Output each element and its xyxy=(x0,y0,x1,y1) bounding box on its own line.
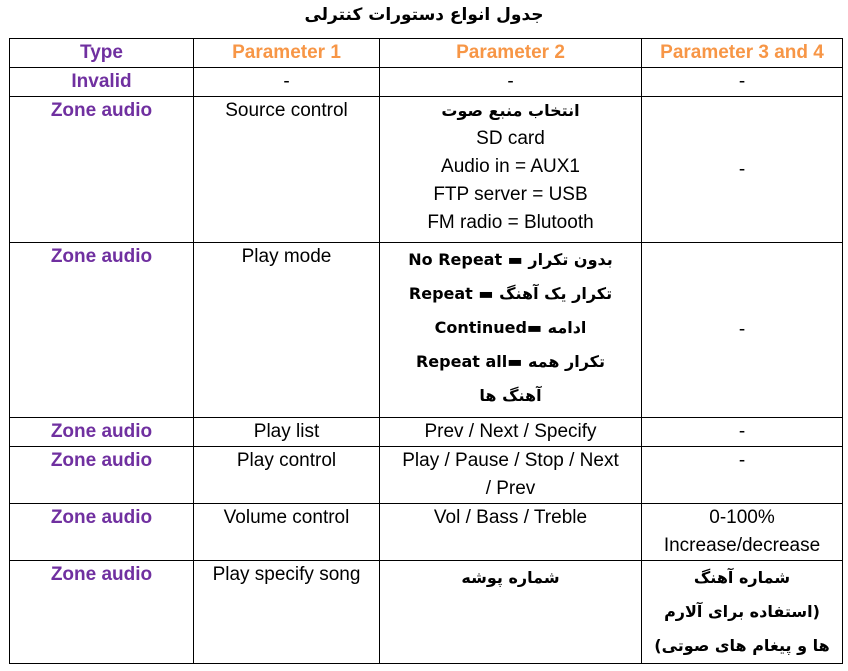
table-row xyxy=(10,447,843,504)
row-parameter-3-4: - xyxy=(642,447,843,504)
row-parameter-2: انتخاب منبع صوت SD card Audio in = AUX1 FTP server = USB FM radio = Blutooth xyxy=(380,97,642,243)
header-parameter-3-4: Parameter 3 and 4 xyxy=(642,39,843,68)
row-type: Zone audio xyxy=(10,504,194,561)
row-type: Invalid xyxy=(10,68,194,97)
row-parameter-1: - xyxy=(194,68,380,97)
row-parameter-2: Prev / Next / Specify xyxy=(380,418,642,447)
control-commands-table xyxy=(9,38,843,664)
row-type: Zone audio xyxy=(10,97,194,243)
source-heading: انتخاب منبع صوت xyxy=(441,101,580,120)
row-parameter-2: Vol / Bass / Treble xyxy=(380,504,642,561)
row-parameter-3-4: - xyxy=(642,68,843,97)
row-type: Zone audio xyxy=(10,561,194,664)
table-row xyxy=(10,68,843,97)
row-parameter-1: Play list xyxy=(194,418,380,447)
row-type: Zone audio xyxy=(10,447,194,504)
row-parameter-1: Volume control xyxy=(194,504,380,561)
row-parameter-2: شماره پوشه xyxy=(380,561,642,664)
table-title: جدول انواع دستورات کنترلی xyxy=(304,5,544,25)
row-type: Zone audio xyxy=(10,418,194,447)
row-parameter-1: Source control xyxy=(194,97,380,243)
row-parameter-2: - xyxy=(380,68,642,97)
header-parameter-2: Parameter 2 xyxy=(380,39,642,68)
table-row xyxy=(10,504,843,561)
row-parameter-1: Play control xyxy=(194,447,380,504)
row-parameter-2: Play / Pause / Stop / Next / Prev xyxy=(380,447,642,504)
row-parameter-3-4: شماره آهنگ (استفاده برای آلارم ها و پیغام های صوتی) xyxy=(642,561,843,664)
header-parameter-1: Parameter 1 xyxy=(194,39,380,68)
table-row xyxy=(10,243,843,418)
header-type: Type xyxy=(10,39,194,68)
row-type: Zone audio xyxy=(10,243,194,418)
header-row xyxy=(10,39,843,68)
row-parameter-3-4: - xyxy=(642,97,843,243)
row-parameter-1: Play specify song xyxy=(194,561,380,664)
row-parameter-1: Play mode xyxy=(194,243,380,418)
table-row xyxy=(10,97,843,243)
row-parameter-3-4: - xyxy=(642,243,843,418)
table-row xyxy=(10,561,843,664)
row-parameter-3-4: 0-100% Increase/decrease xyxy=(642,504,843,561)
row-parameter-2: No Repeat ▬ بدون تکرار Repeat ▬ تکرار یک آهنگ Continued▬ ادامه Repeat all▬ تکرار همه آهنگ ها xyxy=(380,243,642,418)
row-parameter-3-4: - xyxy=(642,418,843,447)
table-row xyxy=(10,418,843,447)
